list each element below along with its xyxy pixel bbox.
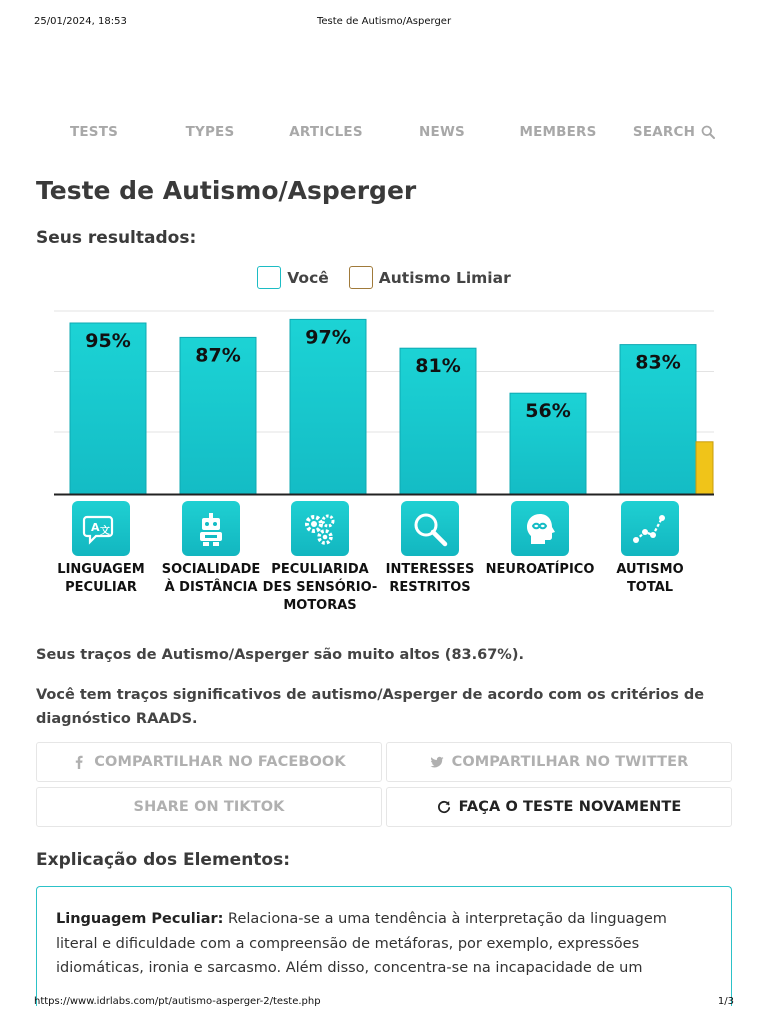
nav-search[interactable] [616, 124, 732, 140]
category-label [590, 561, 710, 597]
legend-threshold-swatch [349, 266, 373, 289]
category-label-line: DES SENSÓRIO- [262, 580, 378, 595]
refresh-icon [437, 800, 451, 814]
category-label [151, 561, 271, 597]
category-label-line: RESTRITOS [389, 580, 471, 595]
share-twitter-button[interactable] [386, 742, 732, 782]
share-facebook-label: COMPARTILHAR NO FACEBOOK [94, 754, 346, 770]
category-label-line: AUTISMO [616, 562, 684, 577]
legend-threshold [349, 266, 511, 289]
nav-members[interactable]: MEMBERS [519, 124, 597, 140]
explanation-text-line3: idiomáticas, ironia e sarcasmo. Além disso, concentra-se na incapacidade de um [56, 960, 643, 976]
chart-bar-label: 81% [415, 355, 461, 378]
category-label [480, 561, 600, 579]
robot-icon [182, 501, 240, 556]
category-label-line: MOTORAS [283, 598, 357, 613]
chart-legend [0, 266, 768, 289]
category-label [370, 561, 490, 597]
nav-tests[interactable]: TESTS [69, 124, 119, 140]
results-bar-chart [54, 310, 714, 496]
magnifier-icon [401, 501, 459, 556]
explanation-heading: Explicação dos Elementos: [36, 850, 291, 870]
chart-bar-label: 87% [195, 344, 241, 367]
print-datetime: 25/01/2024, 18:53 [34, 16, 127, 27]
retake-test-label: FAÇA O TESTE NOVAMENTE [458, 799, 682, 815]
nav-articles[interactable]: ARTICLES [289, 124, 363, 140]
share-tiktok-label: SHARE ON TIKTOK [133, 799, 285, 815]
category-label-line: PECULIAR [65, 580, 137, 595]
chart-bar-label: 95% [85, 330, 131, 352]
nav-search-label: SEARCH [632, 124, 696, 140]
page-title: Teste de Autismo/Asperger [36, 176, 417, 205]
brain-head-icon [511, 501, 569, 556]
print-page-number: 1/3 [717, 996, 734, 1007]
chart-svg [54, 310, 714, 496]
svg-text:文: 文 [100, 525, 110, 537]
explanation-box [36, 886, 732, 1006]
category-label-line: À DISTÂNCIA [164, 580, 258, 595]
category-label-line: LINGUAGEM [57, 562, 145, 577]
retake-test-button[interactable] [386, 787, 732, 827]
result-detail-line2: diagnóstico RAADS. [36, 711, 198, 727]
category-label-line: PECULIARIDA [271, 562, 369, 577]
facebook-icon [72, 755, 86, 769]
nav-news[interactable]: NEWS [419, 124, 465, 140]
gears-icon [291, 501, 349, 556]
legend-you-swatch [257, 266, 281, 289]
chart-bar-label: 56% [525, 400, 571, 423]
chart-bar-label: 97% [305, 326, 351, 349]
category-label-line: INTERESSES [385, 562, 475, 577]
line-graph-icon [621, 501, 679, 556]
category-label-line: TOTAL [626, 580, 674, 595]
share-facebook-button[interactable] [36, 742, 382, 782]
result-detail-line1: Você tem traços significativos de autismo/Asperger de acordo com os critérios de [36, 687, 705, 703]
legend-you [257, 266, 329, 289]
explanation-text-line1: Relaciona-se a uma tendência à interpretação da linguagem [223, 911, 667, 927]
explanation-text-line2: literal e dificuldade com a compreensão de metáforas, por exemplo, expressões [56, 935, 640, 952]
nav-types[interactable]: TYPES [185, 124, 235, 140]
category-label [41, 561, 161, 597]
twitter-icon [430, 755, 444, 769]
legend-you-label: Você [287, 268, 329, 287]
share-twitter-label: COMPARTILHAR NO TWITTER [451, 754, 689, 770]
result-detail [36, 683, 732, 731]
print-doc-title: Teste de Autismo/Asperger [316, 16, 452, 27]
print-url: https://www.idrlabs.com/pt/autismo-asperger-2/teste.php [34, 996, 321, 1007]
search-icon [701, 125, 715, 139]
legend-threshold-label: Autismo Limiar [378, 268, 511, 287]
language-translate-icon [72, 501, 130, 556]
main-nav [36, 124, 732, 140]
chart-bar-label: 83% [635, 351, 681, 374]
chart-bar-threshold [696, 442, 713, 494]
category-label-line: NEUROATÍPICO [485, 562, 595, 577]
result-summary: Seus traços de Autismo/Asperger são muito altos (83.67%). [36, 647, 524, 663]
share-tiktok-button[interactable] [36, 787, 382, 827]
category-label-line: SOCIALIDADE [161, 562, 261, 577]
explanation-term: Linguagem Peculiar: [56, 911, 224, 927]
category-label [260, 561, 380, 615]
svg-text:A: A [91, 520, 100, 534]
results-heading: Seus resultados: [36, 228, 197, 248]
